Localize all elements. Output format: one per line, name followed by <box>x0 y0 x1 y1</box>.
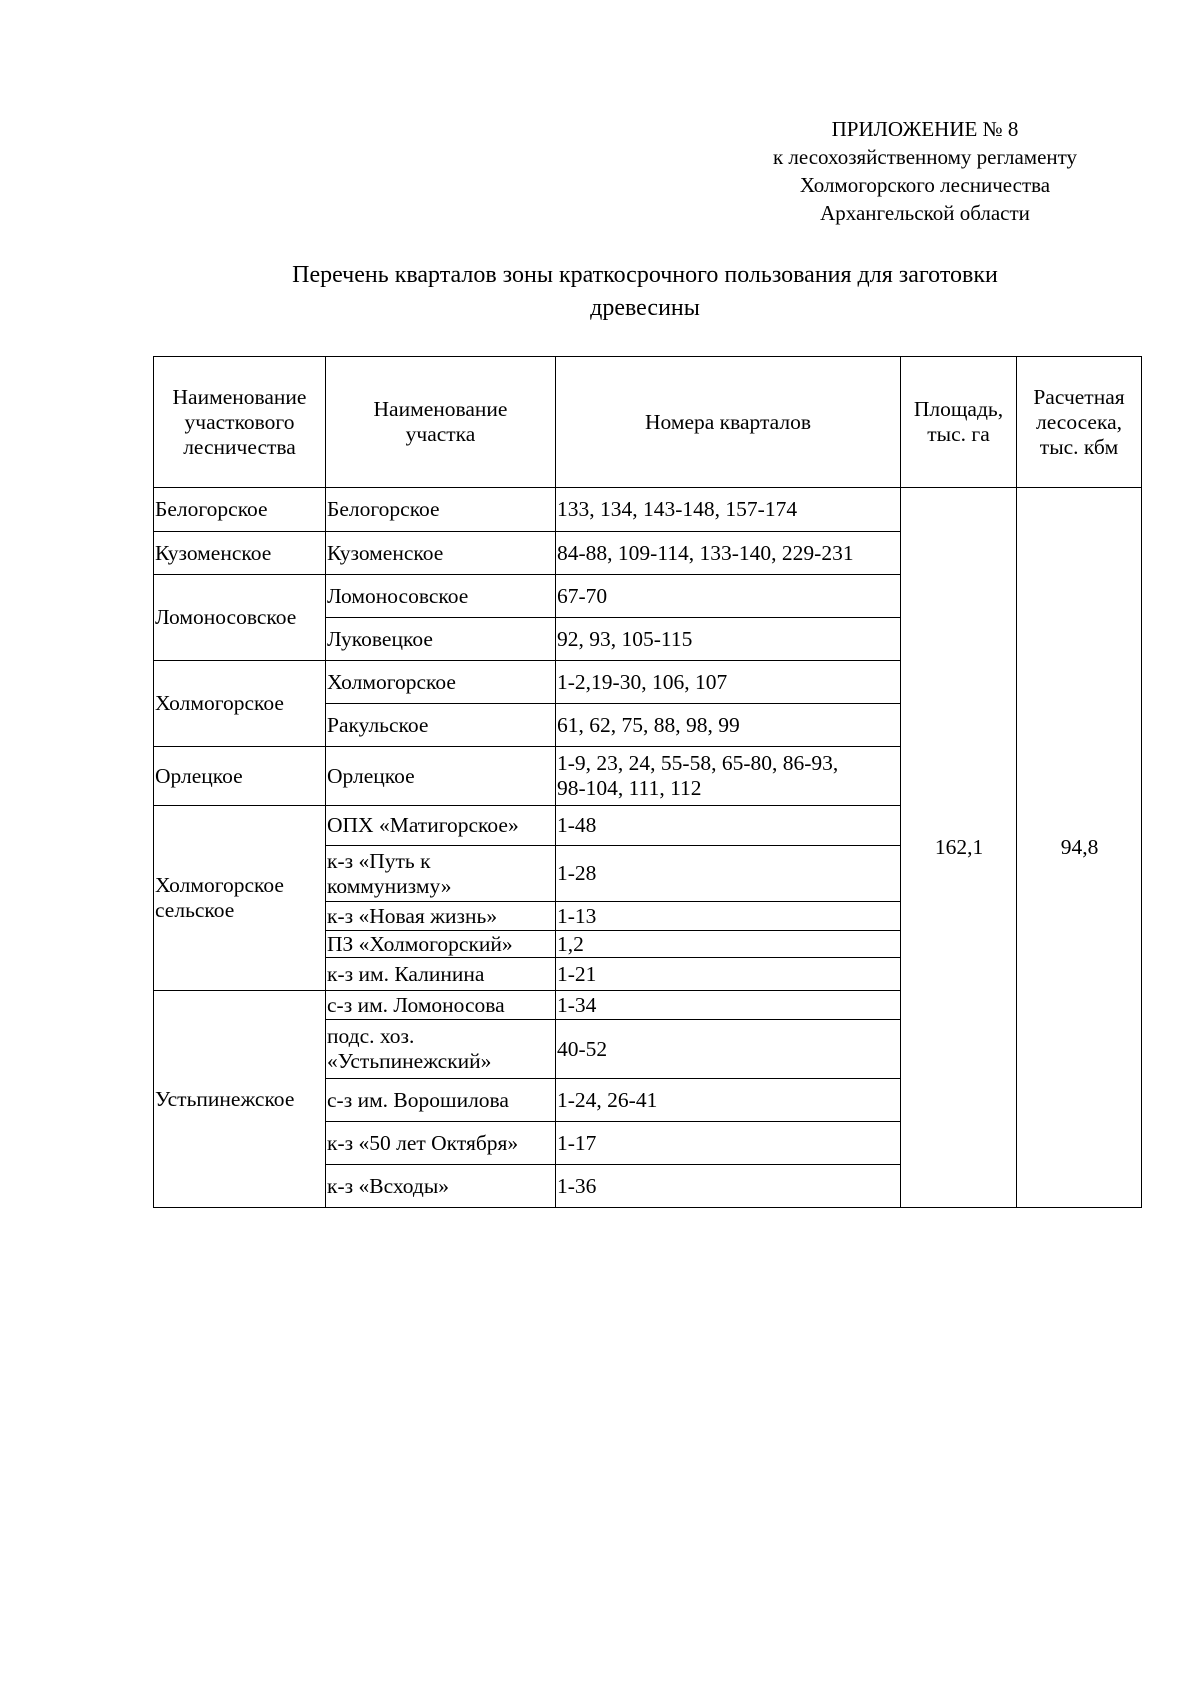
plot-name: Кузоменское <box>326 532 556 575</box>
header-plot: Наименование участка <box>326 357 556 488</box>
quarter-numbers: 1-9, 23, 24, 55-58, 65-80, 86-93, 98-104, 111, 112 <box>556 747 901 806</box>
quarter-numbers: 84-88, 109-114, 133-140, 229-231 <box>556 532 901 575</box>
district-name: Кузоменское <box>154 532 326 575</box>
plot-name: к-з «50 лет Октября» <box>326 1122 556 1165</box>
plot-name: ОПХ «Матигорское» <box>326 806 556 846</box>
plot-name: к-з «Путь к коммунизму» <box>326 846 556 902</box>
plot-name: Белогорское <box>326 488 556 532</box>
appendix-region: Архангельской области <box>820 201 1030 225</box>
plot-name: Ракульское <box>326 704 556 747</box>
quarter-numbers: 1-13 <box>556 902 901 931</box>
document-title <box>160 259 1130 325</box>
felling-total: 94,8 <box>1017 488 1142 1208</box>
document-title-line-1: Перечень кварталов зоны краткосрочного пользования для заготовки <box>292 262 998 288</box>
header-felling: Расчетная лесосека, тыс. кбм <box>1017 357 1142 488</box>
quarter-numbers: 1-17 <box>556 1122 901 1165</box>
district-name: Холмогорское сельское <box>154 806 326 991</box>
quarter-numbers: 67-70 <box>556 575 901 618</box>
quarter-numbers: 1-2,19-30, 106, 107 <box>556 661 901 704</box>
document-title-line-2: древесины <box>590 295 700 321</box>
quarter-numbers: 133, 134, 143-148, 157-174 <box>556 488 901 532</box>
quarters-table <box>153 356 1142 1208</box>
plot-name: Ломоносовское <box>326 575 556 618</box>
quarter-numbers: 40-52 <box>556 1020 901 1079</box>
quarter-numbers: 1-21 <box>556 958 901 991</box>
header-district: Наименование участкового лесничества <box>154 357 326 488</box>
plot-name: к-з «Всходы» <box>326 1165 556 1208</box>
quarter-numbers: 1,2 <box>556 931 901 958</box>
plot-name: к-з им. Калинина <box>326 958 556 991</box>
quarter-numbers: 92, 93, 105-115 <box>556 618 901 661</box>
quarter-numbers: 1-34 <box>556 991 901 1020</box>
district-name: Орлецкое <box>154 747 326 806</box>
plot-name: Холмогорское <box>326 661 556 704</box>
quarter-numbers: 1-28 <box>556 846 901 902</box>
plot-name: Орлецкое <box>326 747 556 806</box>
quarter-numbers: 1-24, 26-41 <box>556 1079 901 1122</box>
district-name: Ломоносовское <box>154 575 326 661</box>
header-area: Площадь, тыс. га <box>901 357 1017 488</box>
plot-name: с-з им. Ворошилова <box>326 1079 556 1122</box>
quarter-numbers: 1-36 <box>556 1165 901 1208</box>
plot-name: с-з им. Ломоносова <box>326 991 556 1020</box>
quarter-numbers: 1-48 <box>556 806 901 846</box>
table-row <box>154 488 1142 532</box>
header-quarters: Номера кварталов <box>556 357 901 488</box>
appendix-number: ПРИЛОЖЕНИЕ № 8 <box>831 117 1019 141</box>
district-name: Холмогорское <box>154 661 326 747</box>
district-name: Устьпинежское <box>154 991 326 1208</box>
table-header-row <box>154 357 1142 488</box>
district-name: Белогорское <box>154 488 326 532</box>
quarter-numbers: 61, 62, 75, 88, 98, 99 <box>556 704 901 747</box>
appendix-header <box>740 115 1110 227</box>
plot-name: к-з «Новая жизнь» <box>326 902 556 931</box>
plot-name: ПЗ «Холмогорский» <box>326 931 556 958</box>
plot-name: подс. хоз. «Устьпинежский» <box>326 1020 556 1079</box>
appendix-forestry: Холмогорского лесничества <box>799 173 1051 197</box>
area-total: 162,1 <box>901 488 1017 1208</box>
appendix-reference: к лесохозяйственному регламенту <box>772 145 1078 169</box>
plot-name: Луковецкое <box>326 618 556 661</box>
